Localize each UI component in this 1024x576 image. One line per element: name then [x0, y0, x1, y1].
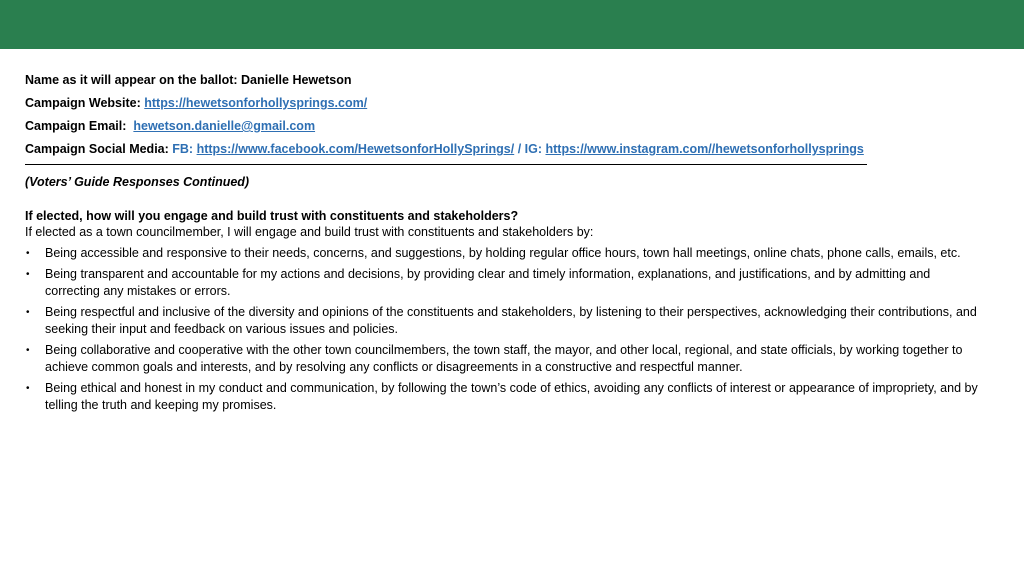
document-body [25, 72, 985, 418]
bullet-icon: • [26, 269, 30, 280]
section-note: (Voters’ Guide Responses Continued) [25, 175, 250, 189]
bullet-icon: • [26, 345, 30, 356]
divider-line [25, 164, 867, 165]
response-list [25, 245, 985, 414]
instagram-link[interactable]: https://www.instagram.com//hewetsonforhollysprings [545, 142, 864, 156]
email-label: Campaign Email: [25, 119, 127, 133]
email-line [25, 118, 985, 135]
facebook-link[interactable]: https://www.facebook.com/HewetsonforHollySprings/ [196, 142, 515, 156]
bullet-icon: • [26, 248, 30, 259]
list-item-text: Being ethical and honest in my conduct and communication, by following the town’s code of ethics, avoiding any conflicts of interest or appearance of impropriety, and by telling the truth and keeping my promises. [45, 381, 978, 412]
question-intro: If elected as a town councilmember, I will engage and build trust with constituents and stakeholders by: [25, 225, 594, 239]
bullet-icon: • [26, 383, 30, 394]
instagram-label: / IG: [517, 142, 543, 156]
website-label: Campaign Website: [25, 96, 141, 110]
list-item-text: Being transparent and accountable for my actions and decisions, by providing clear and timely information, explanations, and justifications, and by admitting and correcting any mistakes or errors. [45, 267, 931, 298]
list-item [25, 342, 980, 376]
ballot-name: Danielle Hewetson [241, 73, 352, 87]
ballot-name-label: Name as it will appear on the ballot: [25, 73, 238, 87]
list-item [25, 266, 980, 300]
bullet-icon: • [26, 307, 30, 318]
social-media-line [25, 141, 985, 158]
list-item [25, 304, 980, 338]
facebook-label: FB: [172, 142, 194, 156]
website-line [25, 95, 985, 112]
list-item [25, 380, 980, 414]
ballot-name-line [25, 72, 985, 89]
list-item [25, 245, 980, 262]
question-title: If elected, how will you engage and build trust with constituents and stakeholders? [25, 209, 519, 223]
social-media-label: Campaign Social Media: [25, 142, 169, 156]
list-item-text: Being collaborative and cooperative with the other town councilmembers, the town staff, the mayor, and other local, regional, and state officials, by working together to achieve common goals and interests, and by resolving any conflicts or disagreements in a constructive and respectful manner. [45, 343, 963, 374]
website-link[interactable]: https://hewetsonforhollysprings.com/ [144, 96, 368, 110]
header-bar [0, 0, 1024, 49]
email-link[interactable]: hewetson.danielle@gmail.com [133, 119, 316, 133]
list-item-text: Being accessible and responsive to their needs, concerns, and suggestions, by holding regular office hours, town hall meetings, online chats, phone calls, emails, etc. [45, 246, 961, 260]
list-item-text: Being respectful and inclusive of the diversity and opinions of the constituents and stakeholders, by listening to their perspectives, acknowledging their contributions, and seeking their input and feedback on various issues and policies. [45, 305, 977, 336]
